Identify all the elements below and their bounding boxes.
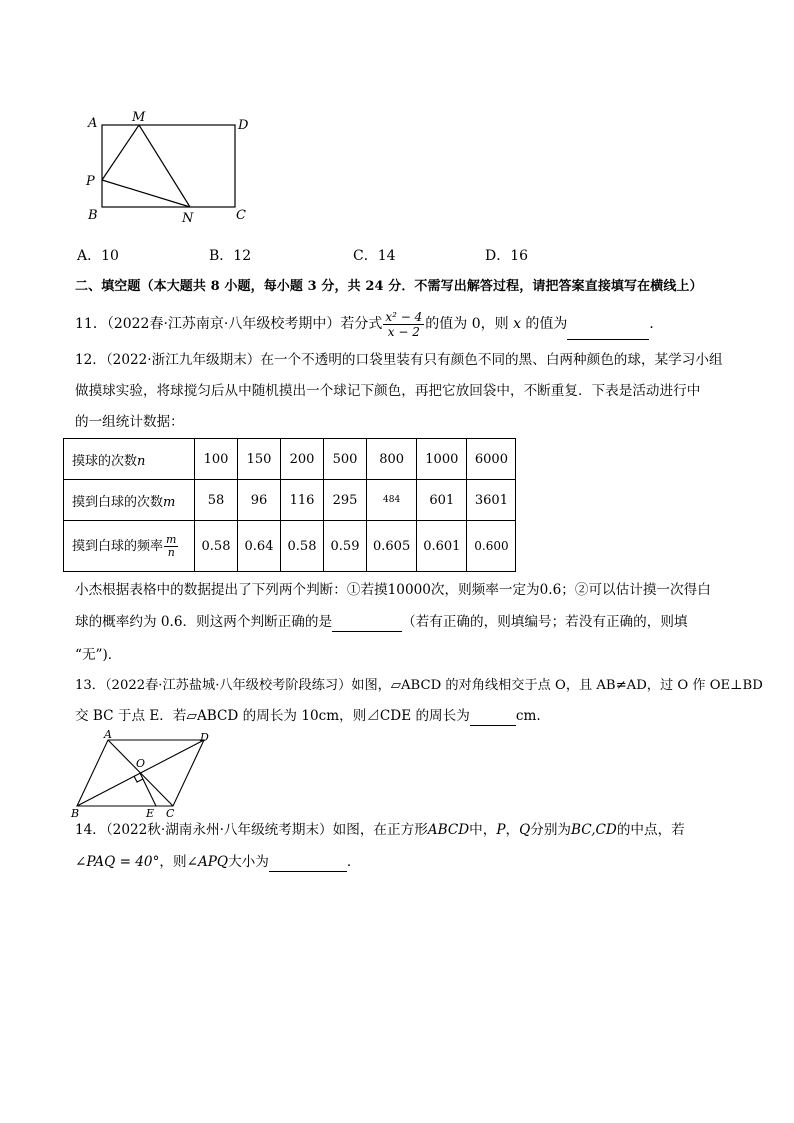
q14-line-1: 14．（2022秋·湖南永州·八年级统考期末）如图，在正方形ABCD中，P，Q分别为BC,CD的中点，若 — [75, 822, 685, 838]
q13-line-1: 13．（2022春·江苏盐城·八年级校考阶段练习）如图，▱ABCD 的对角线相交于点 O，且 AB≠AD，过 O 作 OE⊥BD — [75, 678, 763, 693]
label-p: P — [86, 174, 95, 189]
table-cell: 0.64 — [238, 521, 281, 572]
segment-oe — [140, 773, 156, 806]
q11-end: ． — [649, 316, 664, 332]
q11-prefix: 11．（2022春·江苏南京·八年级校考期中）若分式 — [75, 316, 383, 332]
table-cell: 800 — [367, 439, 417, 480]
table-cell-header: 摸到白球的次数m — [64, 480, 195, 521]
q12-after-3: “无”)． — [75, 647, 122, 663]
table-row — [64, 439, 516, 480]
q11-suffix-2: 的值为 — [525, 316, 568, 332]
table-cell: 58 — [195, 480, 238, 521]
table-cell: 3601 — [467, 480, 516, 521]
q12-after-2: 球的概率约为 0.6．则这两个判断正确的是 （若有正确的，则填编号；若没有正确的，则填 — [75, 614, 688, 630]
table-cell: 484 — [367, 480, 417, 521]
label-m: M — [132, 110, 146, 125]
table-cell: 0.59 — [324, 521, 367, 572]
table-cell: 150 — [238, 439, 281, 480]
q12-line-3: 的一组统计数据： — [75, 414, 184, 430]
label-d: D — [238, 118, 249, 133]
table-cell-header: 摸球的次数n — [64, 439, 195, 480]
table-cell: 601 — [417, 480, 467, 521]
q11-fraction — [383, 310, 424, 339]
label-c: C — [236, 208, 246, 223]
table-cell: 6000 — [467, 439, 516, 480]
label-b: B — [88, 208, 98, 223]
label-a: A — [88, 116, 98, 131]
figure-parallelogram — [68, 728, 218, 820]
table-cell: 0.58 — [281, 521, 324, 572]
table-cell: 500 — [324, 439, 367, 480]
table-cell-header: 摸到白球的频率 $\frac{m}{n}$ — [64, 521, 195, 572]
table-cell: 0.600 — [467, 521, 516, 572]
table-cell: 200 — [281, 439, 324, 480]
q12-after-1: 小杰根据表格中的数据提出了下列两个判断：①若摸10000次，则频率一定为0.6；②可以估计摸一次得白 — [75, 582, 711, 598]
q12-line-1: 12．（2022·浙江九年级期末）在一个不透明的口袋里装有只有颜色不同的黑、白两种颜色的球，某学习小组 — [75, 352, 723, 368]
rectangle-abcd — [102, 125, 235, 207]
table-cell: 0.605 — [367, 521, 417, 572]
q12-answer-blank[interactable] — [332, 615, 402, 632]
label-b: B — [71, 807, 80, 820]
label-e: E — [146, 807, 155, 820]
segment-mn — [139, 125, 190, 207]
q11-frac-den: x − 2 — [387, 324, 420, 339]
option-b[interactable]: B．12 — [209, 248, 252, 264]
option-c[interactable]: C．14 — [353, 248, 396, 264]
table-row — [64, 480, 516, 521]
label-d: D — [200, 731, 209, 744]
table-cell: 96 — [238, 480, 281, 521]
label-o: O — [136, 757, 146, 770]
table-cell: 0.58 — [195, 521, 238, 572]
table-cell: 116 — [281, 480, 324, 521]
label-n: N — [182, 211, 194, 226]
option-a[interactable]: A．10 — [77, 248, 119, 264]
stats-table — [63, 438, 516, 572]
label-a: A — [104, 728, 112, 741]
question-11 — [75, 308, 663, 340]
label-c: C — [166, 807, 175, 820]
q13-answer-blank[interactable] — [470, 709, 516, 726]
q11-suffix-1: 的值为 0，则 — [425, 316, 509, 332]
table-row — [64, 521, 516, 572]
table-cell: 100 — [195, 439, 238, 480]
q14-answer-blank[interactable] — [269, 855, 347, 872]
q11-frac-num: x² − 4 — [385, 309, 423, 324]
figure-rectangle-pmn — [80, 105, 260, 230]
section-2-header: 二、填空题（本大题共 8 小题，每小题 3 分，共 24 分．不需写出解答过程，请把答案直接填写在横线上） — [75, 279, 703, 294]
option-d[interactable]: D．16 — [485, 248, 529, 264]
table-cell: 295 — [324, 480, 367, 521]
segment-pn — [102, 180, 190, 207]
q11-answer-blank[interactable] — [567, 323, 649, 340]
q11-var: x — [513, 316, 521, 332]
table-cell: 1000 — [417, 439, 467, 480]
segment-pm — [102, 125, 139, 180]
table-cell: 0.601 — [417, 521, 467, 572]
q12-line-2: 做摸球实验，将球搅匀后从中随机摸出一个球记下颜色，再把它放回袋中，不断重复．下表是活动进行中 — [75, 383, 701, 399]
q14-line-2: ∠PAQ = 40°，则∠APQ大小为 ． — [75, 854, 361, 870]
q13-line-2: 交 BC 于点 E．若▱ABCD 的周长为 10cm，则⊿CDE 的周长为 cm. — [75, 708, 541, 724]
